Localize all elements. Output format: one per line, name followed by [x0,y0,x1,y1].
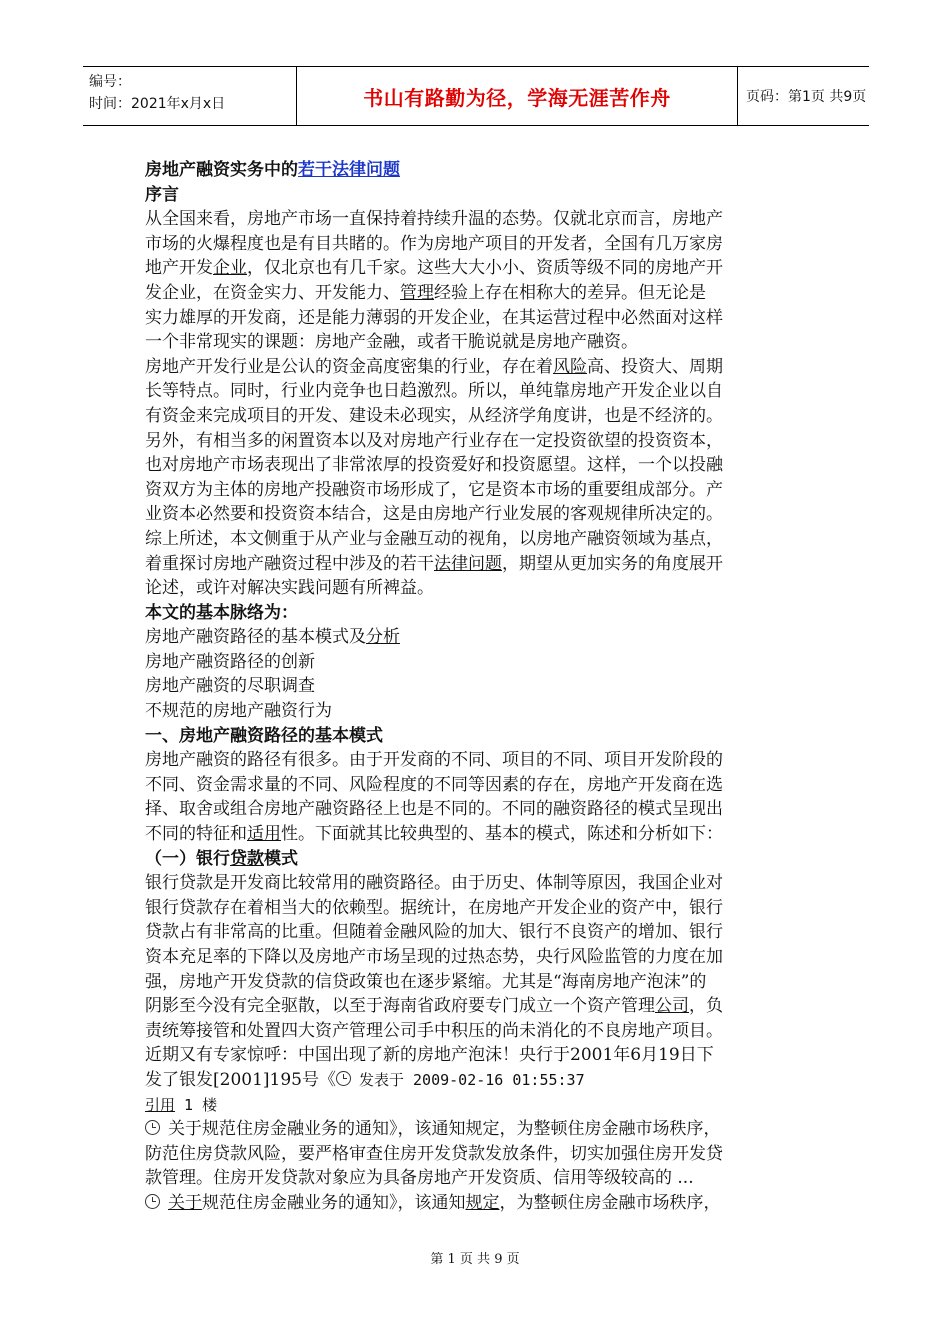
paragraph-line: 房地产开发行业是公认的资金高度密集的行业，存在着风险高、投资大、周期 [145,356,723,377]
document-title: 房地产融资实务中的若干法律问题 [145,160,400,180]
link-about[interactable]: 关于 [168,1192,202,1213]
paragraph-line: 长等特点。同时，行业内竞争也日趋激烈。所以，单纯靠房地产开发企业以自 [145,381,723,402]
paragraph-line: 择、取舍或组合房地产融资路径上也是不同的。不同的融资路径的模式呈现出 [145,799,723,820]
header-page-label: 页码：第1页 共9页 [746,89,867,105]
paragraph-line: 论述，或许对解决实践问题有所裨益。 [145,578,434,599]
clock-icon [145,1120,160,1135]
paragraph-line: 从全国来看，房地产市场一直保持着持续升温的态势。仅就北京而言，房地产 [145,209,723,230]
paragraph-line: 实力雄厚的开发商，还是能力薄弱的开发企业，在其运营过程中必然面对这样 [145,307,723,328]
link-risk[interactable]: 风险 [553,356,587,377]
paragraph-line: 另外，有相当多的闲置资本以及对房地产行业存在一定投资欲望的投资资本， [145,430,723,451]
paragraph-line: 贷款占有非常高的比重。但随着金融风险的加大、银行不良资产的增加、银行 [145,922,723,943]
paragraph-line: 防范住房贷款风险，要严格审查住房开发贷款发放条件，切实加强住房开发贷 [145,1143,723,1164]
header-time-label: 时间：2021年x月x日 [89,96,226,112]
paragraph-line: 不同的特征和适用性。下面就其比较典型的、基本的模式，陈述和分析如下： [145,824,723,845]
paragraph-line: 银行贷款是开发商比较常用的融资路径。由于历史、体制等原因，我国企业对 [145,873,723,894]
link-loan[interactable]: 贷款 [230,848,264,869]
section-heading: 一、房地产融资路径的基本模式 [145,725,383,746]
paragraph-line: 强，房地产开发贷款的信贷政策也在逐步紧缩。尤其是“海南房地产泡沫”的 [145,971,707,992]
quote-line [145,1093,810,1118]
header-motto: 书山有路勤为径，学海无涯苦作舟 [363,85,671,110]
header-meta [89,71,289,115]
paragraph-line: 银行贷款存在着相当大的依赖型。据统计，在房地产开发企业的资产中，银行 [145,897,723,918]
link-enterprise[interactable]: 企业 [213,258,247,279]
paragraph-line: 业资本必然要和投资资本结合，这是由房地产行业发展的客观规律所决定的。 [145,504,723,525]
paragraph-line: 关于规范住房金融业务的通知》，该通知规定，为整顿住房金融市场秩序， [145,1191,810,1216]
link-management[interactable]: 管理 [400,282,434,303]
floor-label: 1 楼 [175,1095,218,1114]
paragraph-line: 款管理。住房开发贷款对象应为具备房地产开发资质、信用等级较高的 ... [145,1168,694,1189]
title-link[interactable]: 若干法律问题 [298,160,400,180]
clock-icon [336,1071,351,1086]
link-company[interactable]: 公司 [655,996,689,1017]
paragraph-line: 资双方为主体的房地产投融资市场形成了，它是资本市场的重要组成部分。产 [145,479,723,500]
document-body [145,158,810,1216]
post-timestamp: 发表于 2009-02-16 01:55:37 [358,1070,585,1089]
outline-item: 房地产融资路径的基本模式及分析 [145,627,400,648]
paragraph-line: 综上所述，本文侧重于从产业与金融互动的视角，以房地产融资领域为基点， [145,528,723,549]
outline-item: 房地产融资路径的创新 [145,651,315,672]
header-number-label: 编号： [89,74,131,90]
link-legal-issues[interactable]: 法律问题 [434,553,502,574]
link-analysis[interactable]: 分析 [366,627,400,648]
page-header [83,66,869,126]
paragraph-line: 一个非常现实的课题：房地产金融，或者干脆说就是房地产融资。 [145,332,638,353]
preface-heading: 序言 [145,184,179,205]
paragraph-line: 也对房地产市场表现出了非常浓厚的投资爱好和投资愿望。这样，一个以投融 [145,455,723,476]
clock-icon [145,1194,160,1209]
outline-item: 不规范的房地产融资行为 [145,701,332,722]
quote-link[interactable]: 引用 [145,1095,176,1114]
outline-item: 房地产融资的尽职调查 [145,676,315,697]
paragraph-line: 地产开发企业，仅北京也有几千家。这些大大小小、资质等级不同的房地产开 [145,258,723,279]
header-motto-cell [296,67,738,125]
paragraph-line: 有资金来完成项目的开发、建设未必现实，从经济学角度讲，也是不经济的。 [145,405,723,426]
subsection-heading: （一）银行贷款模式 [145,848,298,869]
link-regulation[interactable]: 规定 [465,1192,500,1213]
paragraph-line: 着重探讨房地产融资过程中涉及的若干法律问题，期望从更加实务的角度展开 [145,553,723,574]
link-applicability[interactable]: 适用 [247,824,281,845]
paragraph-line: 近期又有专家惊呼：中国出现了新的房地产泡沫！央行于2001年6月19日下 [145,1045,714,1066]
paragraph-line: 不同、资金需求量的不同、风险程度的不同等因素的存在，房地产开发商在选 [145,774,723,795]
paragraph-line: 发了银发[2001]195号《 发表于 2009-02-16 01:55:37 [145,1069,585,1090]
paragraph-line: 市场的火爆程度也是有目共睹的。作为房地产项目的开发者，全国有几万家房 [145,233,723,254]
paragraph-line: 责统筹接管和处置四大资产管理公司手中积压的尚未消化的不良房地产项目。 [145,1020,723,1041]
paragraph-line: 阴影至今没有完全驱散，以至于海南省政府要专门成立一个资产管理公司，负 [145,996,723,1017]
paragraph-line: 发企业，在资金实力、开发能力、管理经验上存在相称大的差异。但无论是 [145,282,706,303]
paragraph-line: 房地产融资的路径有很多。由于开发商的不同、项目的不同、项目开发阶段的 [145,750,723,771]
paragraph-line: 资本充足率的下降以及房地产市场呈现的过热态势，央行风险监管的力度在加 [145,947,723,967]
outline-heading: 本文的基本脉络为： [145,602,298,623]
paragraph-line: 关于规范住房金融业务的通知》，该通知规定，为整顿住房金融市场秩序， [145,1117,810,1142]
page-footer: 第 1 页 共 9 页 [430,1252,520,1267]
